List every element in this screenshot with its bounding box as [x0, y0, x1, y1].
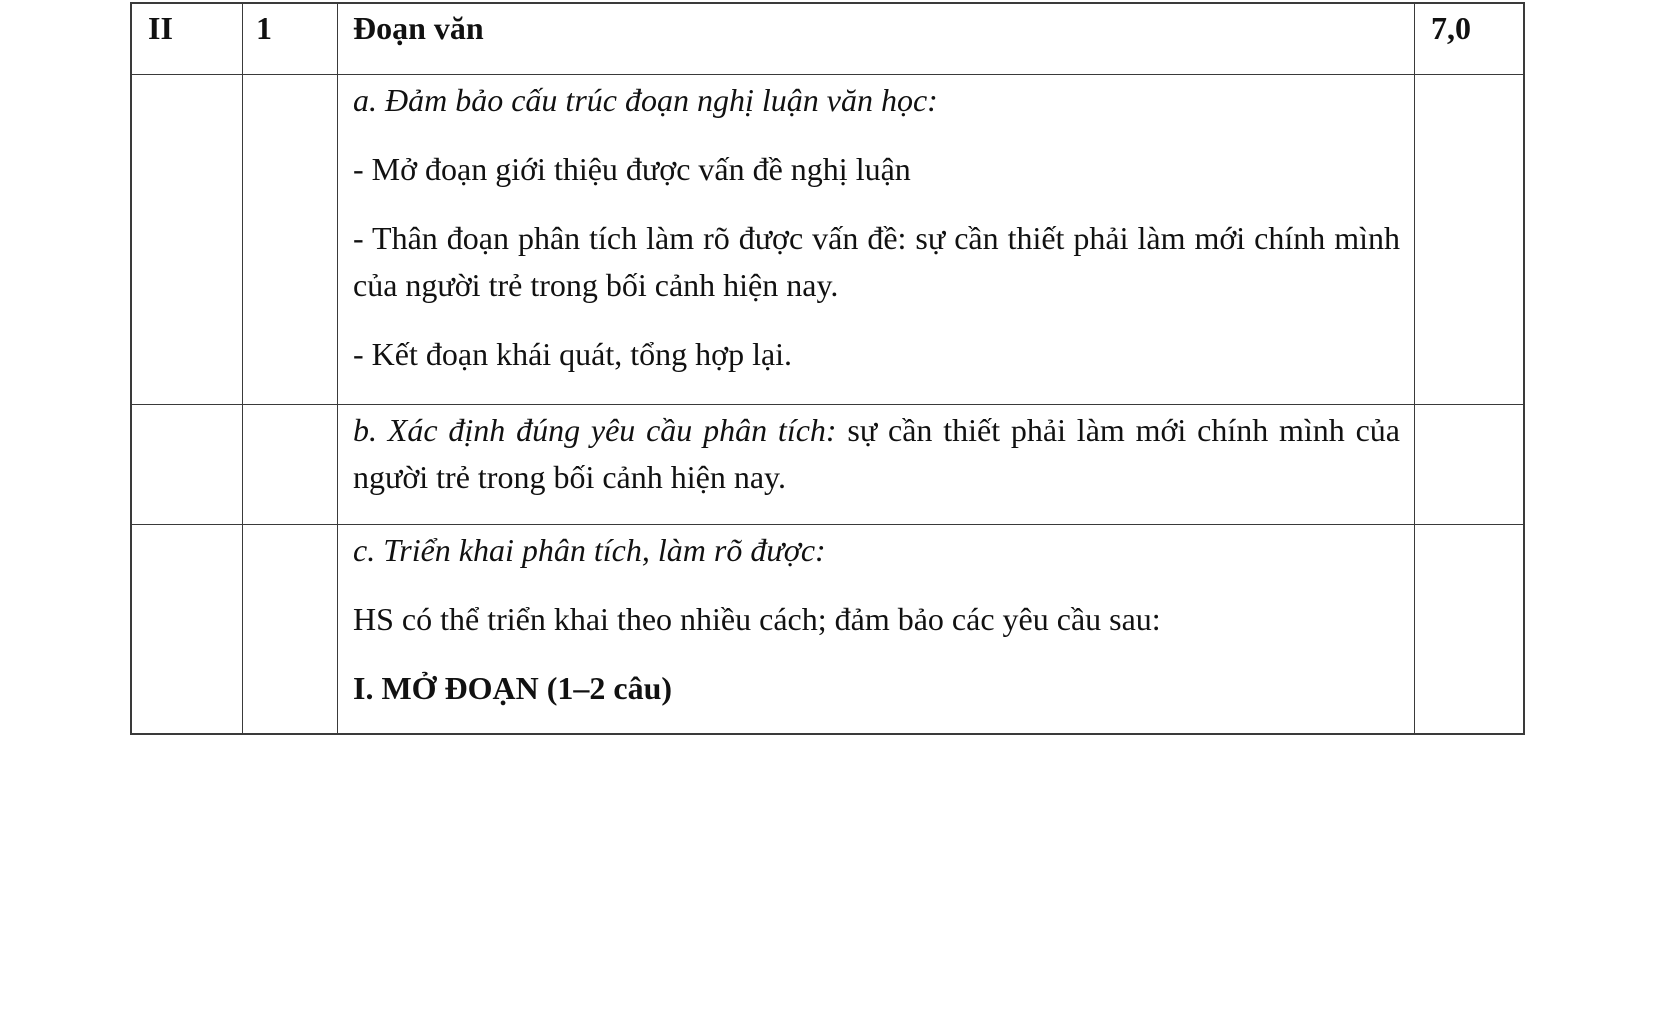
- empty-score-cell: [1415, 525, 1525, 733]
- part-number-cell: II: [132, 3, 243, 75]
- section-c-intro: HS có thể triển khai theo nhiều cách; đảm bảo các yêu cầu sau:: [353, 601, 1161, 637]
- task-title-cell: [338, 3, 1415, 75]
- empty-cell: [243, 75, 338, 405]
- empty-cell: [243, 405, 338, 525]
- empty-score-cell: [1415, 75, 1525, 405]
- score-cell: 7,0: [1415, 3, 1525, 75]
- section-a-heading: a. Đảm bảo cấu trúc đoạn nghị luận văn học:: [353, 82, 938, 118]
- section-b-heading: b. Xác định đúng yêu cầu phân tích:: [353, 412, 837, 448]
- section-c-cell: [338, 525, 1415, 733]
- scoring-table: [130, 3, 1525, 735]
- section-b-cell: [338, 405, 1415, 525]
- section-b-paragraph: [353, 407, 1400, 501]
- empty-score-cell: [1415, 405, 1525, 525]
- empty-cell: [132, 75, 243, 405]
- section-a-item: - Thân đoạn phân tích làm rõ được vấn đề: sự cần thiết phải làm mới chính mình của người trẻ trong bối cảnh hiện nay.: [353, 220, 1400, 303]
- empty-cell: [132, 525, 243, 733]
- section-a-item: - Mở đoạn giới thiệu được vấn đề nghị luận: [353, 151, 911, 187]
- section-b-body: sự cần thiết phải làm mới chính mình của người trẻ trong bối cảnh hiện nay.: [353, 412, 1401, 495]
- section-c-heading: c. Triển khai phân tích, làm rõ được:: [353, 532, 826, 568]
- task-title: Đoạn văn: [353, 10, 484, 46]
- section-c-subheading: I. MỞ ĐOẠN (1–2 câu): [353, 670, 673, 706]
- section-a-cell: [338, 75, 1415, 405]
- empty-cell: [243, 525, 338, 733]
- section-a-item: - Kết đoạn khái quát, tổng hợp lại.: [353, 336, 793, 372]
- question-number-cell: 1: [243, 3, 338, 75]
- empty-cell: [132, 405, 243, 525]
